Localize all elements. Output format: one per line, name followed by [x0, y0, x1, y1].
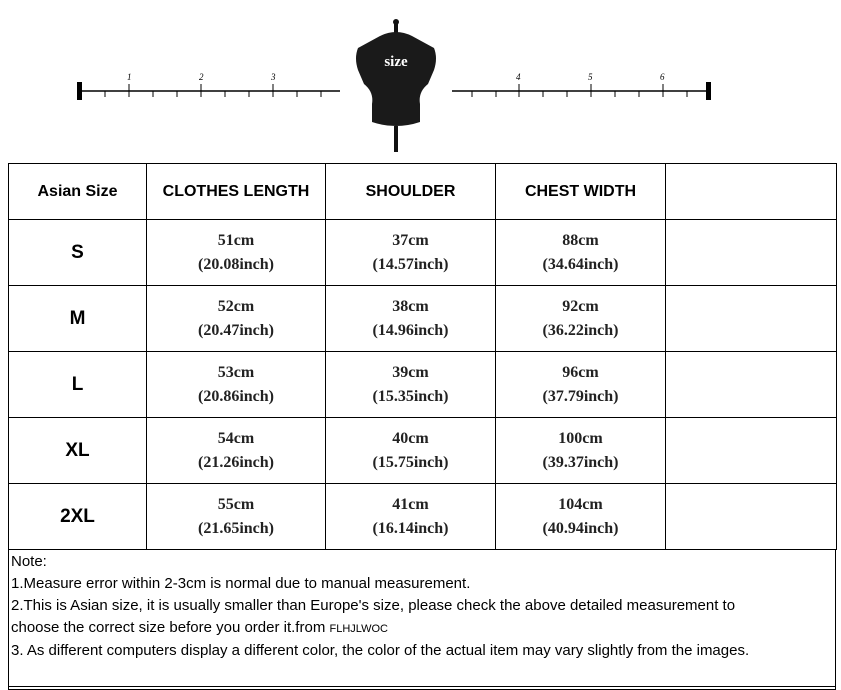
chest-width-cell	[496, 352, 666, 418]
brand-name: FLHJLWOC	[329, 623, 388, 635]
inch-value: (20.86inch)	[198, 387, 274, 405]
ruler-tick-label: 4	[516, 72, 521, 82]
cm-value: 41cm	[392, 495, 429, 513]
size-cell: S	[9, 220, 147, 286]
inch-value: (15.35inch)	[372, 387, 449, 405]
table-row	[9, 418, 837, 484]
column-header: CLOTHES LENGTH	[147, 164, 326, 220]
inch-value: (40.94inch)	[542, 519, 619, 537]
cm-value: 38cm	[392, 297, 429, 315]
cm-value: 52cm	[217, 297, 255, 315]
column-header: SHOULDER	[326, 164, 496, 220]
ruler-tick-label: 3	[271, 72, 276, 82]
shoulder-cell	[326, 484, 496, 550]
column-header: Asian Size	[9, 164, 147, 220]
cm-value: 51cm	[217, 231, 255, 249]
cm-value: 55cm	[217, 495, 255, 513]
clothes-length-cell	[147, 418, 326, 484]
column-header: CHEST WIDTH	[496, 164, 666, 220]
clothes-length-cell	[147, 286, 326, 352]
inch-value: (21.26inch)	[198, 453, 274, 471]
cm-value: 104cm	[558, 495, 603, 513]
clothes-length-cell	[147, 220, 326, 286]
chest-width-cell	[496, 220, 666, 286]
size-cell: L	[9, 352, 147, 418]
inch-value: (20.08inch)	[198, 255, 274, 273]
chest-width-cell	[496, 286, 666, 352]
size-cell: XL	[9, 418, 147, 484]
inch-value: (34.64inch)	[542, 255, 619, 273]
shoulder-cell	[326, 352, 496, 418]
note-line	[11, 617, 835, 640]
inch-value: (14.57inch)	[372, 255, 449, 273]
divider	[8, 686, 836, 687]
cm-value: 54cm	[217, 429, 255, 447]
size-cell: M	[9, 286, 147, 352]
table-row	[9, 484, 837, 550]
inch-value: (14.96inch)	[372, 321, 449, 339]
inch-value: (16.14inch)	[372, 519, 449, 537]
empty-cell	[666, 286, 837, 352]
column-header	[666, 164, 837, 220]
cm-value: 40cm	[392, 429, 429, 447]
note-line: 1.Measure error within 2-3cm is normal due to manual measurement.	[11, 575, 471, 592]
chest-width-cell	[496, 418, 666, 484]
left-ruler	[77, 72, 340, 100]
clothes-length-cell	[147, 352, 326, 418]
table-row	[9, 352, 837, 418]
cm-value: 96cm	[562, 363, 599, 381]
note-line: 3. As different computers display a different color, the color of the actual item may vary slightly from the images.	[11, 642, 750, 659]
mannequin-label: size	[384, 54, 408, 70]
inch-value: (15.75inch)	[372, 453, 449, 471]
cm-value: 88cm	[562, 231, 599, 249]
clothes-length-cell	[147, 484, 326, 550]
chest-width-cell	[496, 484, 666, 550]
ruler-tick-label: 6	[660, 72, 665, 82]
cm-value: 100cm	[558, 429, 603, 447]
inch-value: (36.22inch)	[542, 321, 619, 339]
inch-value: (20.47inch)	[198, 321, 274, 339]
size-chart-table	[8, 163, 837, 550]
empty-cell	[666, 352, 837, 418]
cm-value: 92cm	[562, 297, 599, 315]
ruler-tick-label: 2	[199, 72, 204, 82]
shoulder-cell	[326, 286, 496, 352]
note-text: choose the correct size before you order it.from	[11, 619, 330, 636]
inch-value: (37.79inch)	[542, 387, 619, 405]
empty-cell	[666, 220, 837, 286]
cm-value: 37cm	[392, 231, 429, 249]
table-row	[9, 220, 837, 286]
shoulder-cell	[326, 220, 496, 286]
notes-section	[8, 549, 836, 690]
cm-value: 53cm	[217, 363, 255, 381]
mannequin-icon	[356, 19, 436, 152]
table-row	[9, 286, 837, 352]
table-header-row	[9, 164, 837, 220]
size-header-graphic	[0, 0, 841, 160]
size-cell: 2XL	[9, 484, 147, 550]
empty-cell	[666, 484, 837, 550]
note-line: 2.This is Asian size, it is usually smaller than Europe's size, please check the above detailed measurement to	[11, 597, 736, 614]
ruler-tick-label: 1	[127, 72, 132, 82]
right-ruler	[452, 72, 711, 100]
notes-title: Note:	[11, 553, 47, 570]
shoulder-cell	[326, 418, 496, 484]
empty-cell	[666, 418, 837, 484]
cm-value: 39cm	[392, 363, 429, 381]
inch-value: (39.37inch)	[542, 453, 619, 471]
inch-value: (21.65inch)	[198, 519, 274, 537]
ruler-tick-label: 5	[588, 72, 593, 82]
